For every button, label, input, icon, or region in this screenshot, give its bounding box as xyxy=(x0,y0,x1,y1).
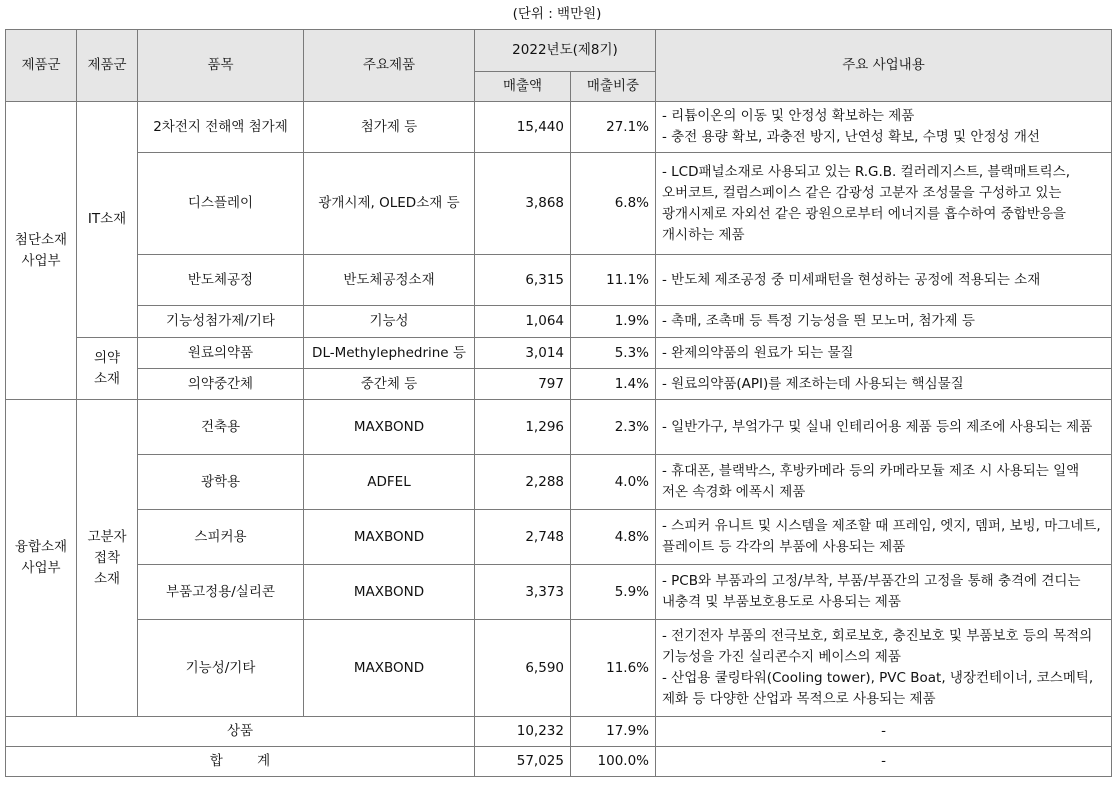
sales-cell: 2,288 xyxy=(475,455,571,510)
table-row xyxy=(6,620,1112,717)
item-cell: 원료의약품 xyxy=(138,338,304,369)
table-row xyxy=(6,510,1112,565)
description-cell xyxy=(656,338,1112,369)
division-fusion: 융합소재 사업부 xyxy=(6,400,77,717)
total-label: 합 계 xyxy=(6,747,475,777)
goods-ratio: 17.9% xyxy=(571,717,656,747)
product-cell: 반도체공정소재 xyxy=(304,255,475,306)
description-cell xyxy=(656,153,1112,255)
table-row xyxy=(6,400,1112,455)
total-description: - xyxy=(656,747,1112,777)
description-line: - 전기전자 부품의 전극보호, 회로보호, 충진보호 및 부품보호 등의 목적의 기능성을 가진 실리콘수지 베이스의 제품 xyxy=(662,628,1093,665)
group-it: IT소재 xyxy=(77,102,138,338)
total-sales: 57,025 xyxy=(475,747,571,777)
sales-cell: 6,590 xyxy=(475,620,571,717)
description-line: - 원료의약품(API)를 제조하는데 사용되는 핵심물질 xyxy=(662,375,964,392)
table-row xyxy=(6,102,1112,153)
header-product-group-2: 제품군 xyxy=(77,30,138,102)
item-cell: 의약중간체 xyxy=(138,369,304,400)
item-cell: 건축용 xyxy=(138,400,304,455)
description-cell xyxy=(656,306,1112,338)
division-advanced: 첨단소재 사업부 xyxy=(6,102,77,400)
table-row xyxy=(6,255,1112,306)
item-cell: 반도체공정 xyxy=(138,255,304,306)
description-line: - 반도체 제조공정 중 미세패턴을 현성하는 공정에 적용되는 소재 xyxy=(662,271,1041,288)
sales-cell: 1,064 xyxy=(475,306,571,338)
group-polymer: 고분자 접착 소재 xyxy=(77,400,138,717)
business-table xyxy=(5,29,1112,777)
description-cell xyxy=(656,102,1112,153)
description-line: - 충전 용량 확보, 과충전 방지, 난연성 확보, 수명 및 안정성 개선 xyxy=(662,129,1040,145)
item-cell: 2차전지 전해액 첨가제 xyxy=(138,102,304,153)
header-period: 2022년도(제8기) xyxy=(475,30,656,72)
description-line: - 휴대폰, 블랙박스, 후방카메라 등의 카메라모듈 제조 시 사용되는 일액 저온 속경화 에폭시 제품 xyxy=(662,463,1080,500)
header-main-product: 주요제품 xyxy=(304,30,475,102)
ratio-cell: 27.1% xyxy=(571,102,656,153)
total-ratio: 100.0% xyxy=(571,747,656,777)
description-cell xyxy=(656,510,1112,565)
total-row xyxy=(6,747,1112,777)
ratio-cell: 6.8% xyxy=(571,153,656,255)
sales-cell: 3,868 xyxy=(475,153,571,255)
ratio-cell: 11.1% xyxy=(571,255,656,306)
description-line: - 촉매, 조촉매 등 특정 기능성을 띈 모노머, 첨가제 등 xyxy=(662,313,975,329)
ratio-cell: 4.8% xyxy=(571,510,656,565)
description-line: - LCD패널소재로 사용되고 있는 R.G.B. 컬러레지스트, 블랙매트릭스, 오버코트, 컬럼스페이스 같은 감광성 고분자 조성물을 구성하고 있는 광개시제로 자외선 같은 광원으로부터 에너지를 흡수하여 중합반응을 개시하는 제품 xyxy=(662,163,1070,243)
table-row xyxy=(6,338,1112,369)
sales-cell: 6,315 xyxy=(475,255,571,306)
table-row xyxy=(6,369,1112,400)
sales-cell: 3,373 xyxy=(475,565,571,620)
description-line: - 일반가구, 부엌가구 및 실내 인테리어용 제품 등의 제조에 사용되는 제품 xyxy=(662,418,1093,435)
goods-description: - xyxy=(656,717,1112,747)
description-line: - PCB와 부품과의 고정/부착, 부품/부품간의 고정을 통해 충격에 견디는 내충격 및 부품보호용도로 사용되는 제품 xyxy=(662,573,1081,610)
product-cell: MAXBOND xyxy=(304,620,475,717)
item-cell: 기능성첨가제/기타 xyxy=(138,306,304,338)
product-cell: ADFEL xyxy=(304,455,475,510)
sales-cell: 2,748 xyxy=(475,510,571,565)
sales-cell: 15,440 xyxy=(475,102,571,153)
item-cell: 부품고정용/실리콘 xyxy=(138,565,304,620)
description-cell xyxy=(656,369,1112,400)
ratio-cell: 4.0% xyxy=(571,455,656,510)
item-cell: 스피커용 xyxy=(138,510,304,565)
product-cell: 첨가제 등 xyxy=(304,102,475,153)
goods-sales: 10,232 xyxy=(475,717,571,747)
table-row xyxy=(6,565,1112,620)
product-cell: MAXBOND xyxy=(304,565,475,620)
description-cell xyxy=(656,400,1112,455)
product-cell: MAXBOND xyxy=(304,400,475,455)
ratio-cell: 2.3% xyxy=(571,400,656,455)
description-line: - 리튬이온의 이동 및 안정성 확보하는 제품 xyxy=(662,108,915,124)
group-pharma: 의약 소재 xyxy=(77,338,138,400)
product-cell: 기능성 xyxy=(304,306,475,338)
unit-label: (단위 : 백만원) xyxy=(512,6,602,22)
header-sales: 매출액 xyxy=(475,72,571,102)
header-ratio: 매출비중 xyxy=(571,72,656,102)
table-row xyxy=(6,153,1112,255)
header-description: 주요 사업내용 xyxy=(656,30,1112,102)
description-cell xyxy=(656,455,1112,510)
sales-cell: 1,296 xyxy=(475,400,571,455)
item-cell: 광학용 xyxy=(138,455,304,510)
description-cell xyxy=(656,255,1112,306)
product-cell: MAXBOND xyxy=(304,510,475,565)
description-line: - 스피커 유니트 및 시스템을 제조할 때 프레임, 엣지, 뎀퍼, 보빙, 마그네트, 플레이트 등 각각의 부품에 사용되는 제품 xyxy=(662,518,1101,555)
description-line: - 산업용 쿨링타워(Cooling tower), PVC Boat, 냉장컨테이너, 코스메틱, 제화 등 다양한 산업과 목적으로 사용되는 제품 xyxy=(662,670,1094,707)
product-cell: 광개시제, OLED소재 등 xyxy=(304,153,475,255)
ratio-cell: 1.9% xyxy=(571,306,656,338)
description-cell xyxy=(656,565,1112,620)
description-cell xyxy=(656,620,1112,717)
item-cell: 디스플레이 xyxy=(138,153,304,255)
description-line: - 완제의약품의 원료가 되는 물질 xyxy=(662,344,854,361)
product-cell: DL-Methylephedrine 등 xyxy=(304,338,475,369)
product-cell: 중간체 등 xyxy=(304,369,475,400)
goods-label: 상품 xyxy=(6,717,475,747)
ratio-cell: 1.4% xyxy=(571,369,656,400)
ratio-cell: 11.6% xyxy=(571,620,656,717)
ratio-cell: 5.9% xyxy=(571,565,656,620)
sales-cell: 3,014 xyxy=(475,338,571,369)
header-product-group-1: 제품군 xyxy=(6,30,77,102)
table-row xyxy=(6,306,1112,338)
item-cell: 기능성/기타 xyxy=(138,620,304,717)
sales-cell: 797 xyxy=(475,369,571,400)
header-item: 품목 xyxy=(138,30,304,102)
goods-row xyxy=(6,717,1112,747)
ratio-cell: 5.3% xyxy=(571,338,656,369)
table-row xyxy=(6,455,1112,510)
